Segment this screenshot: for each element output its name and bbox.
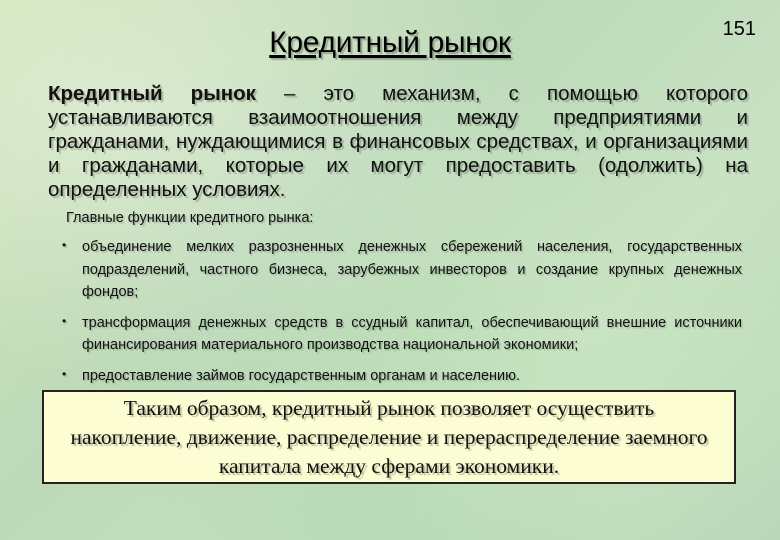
list-item: [62, 312, 742, 357]
definition-text: – это механизм, с помощью которого устанавливаются взаимоотношения между предприятиями и гражданами, нуждающимися в финансовых средствах, и организациями и гражданами, которые их могут предоставить (одолжить) на определенных условиях.: [48, 82, 748, 201]
bullet-icon: •: [62, 238, 67, 252]
bullet-icon: •: [62, 313, 67, 328]
slide-title: Кредитный рынок: [269, 26, 511, 59]
bullet-icon: •: [62, 366, 67, 381]
functions-list: [62, 236, 742, 387]
functions-section: [62, 208, 742, 395]
definition-paragraph: [48, 82, 748, 202]
list-item: [62, 236, 742, 304]
conclusion-text: Таким образом, кредитный рынок позволяет осуществить накопление, движение, распределение и перераспределение заемного капитала между сферами экономики.: [70, 395, 708, 478]
list-item-text: предоставление займов государственным органам и населению.: [82, 367, 521, 384]
list-item-text: трансформация денежных средств в ссудный капитал, обеспечивающий внешние источники финансирования материального производства национальной экономики;: [82, 314, 742, 353]
page-number: 151: [722, 18, 756, 40]
definition-term: Кредитный рынок: [48, 82, 256, 105]
list-item-text: объединение мелких разрозненных денежных сбережений населения, государственных подразделений, частного бизнеса, зарубежных инвесторов и создание крупных денежных фондов;: [82, 239, 742, 300]
conclusion-box: [42, 390, 736, 484]
list-item: [62, 365, 742, 388]
functions-heading: Главные функции кредитного рынка:: [66, 210, 314, 226]
